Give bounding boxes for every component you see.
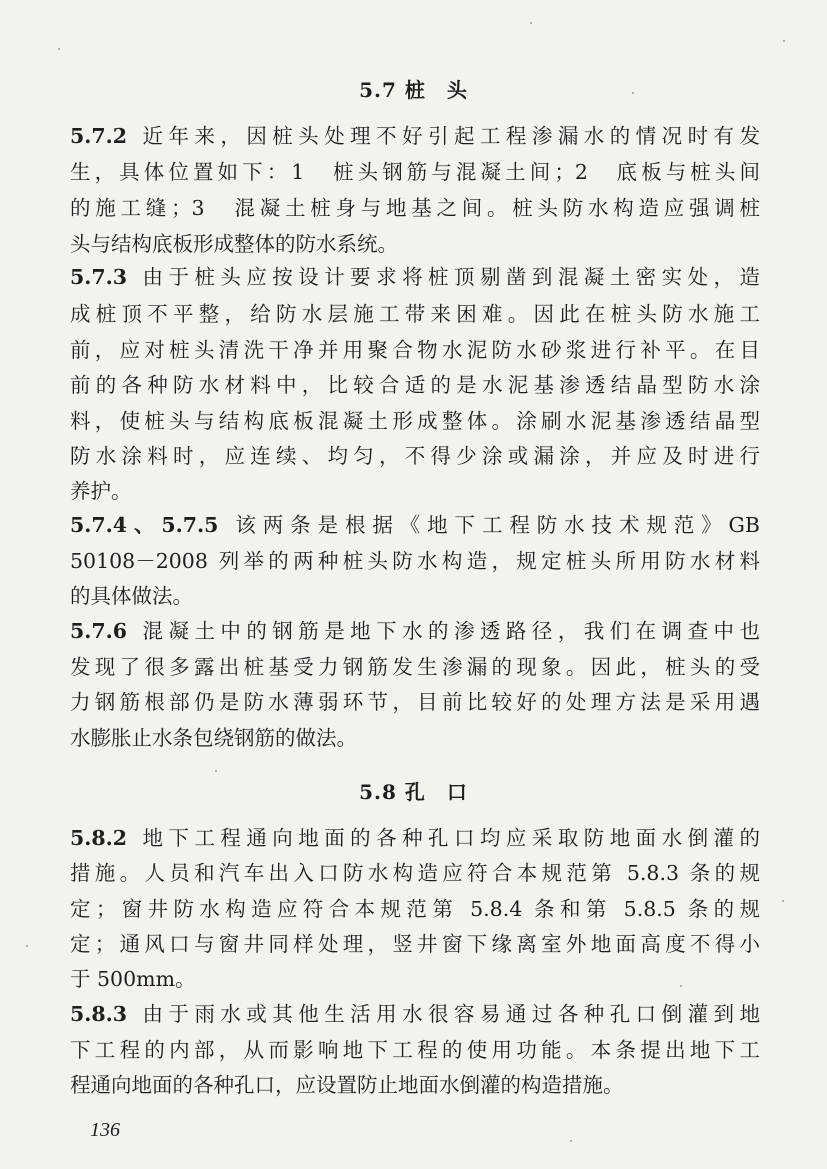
line-text: 由于雨水或其他生活用水很容易通过各种孔口倒灌到地 [137,1002,760,1026]
line-text: 近年来，因桩头处理不好引起工程渗漏水的情况时有发 [137,124,760,148]
paragraph-line: 于 500mm。 [70,967,196,991]
paragraph-line [70,826,760,850]
paragraph-line: 定；通风口与窗井同样处理，竖井窗下缘离室外地面高度不得小 [70,932,760,956]
paragraph-line: 措施。人员和汽车出入口防水构造应符合本规范第 5.8.3 条的规 [70,861,760,885]
paragraph-line: 生，具体位置如下：1 桩头钢筋与混凝土间；2 底板与桩头间 [70,160,760,184]
clause-number: 5.7.2 [70,124,128,148]
scan-speck [570,1140,572,1142]
line-text: 地下工程通向地面的各种孔口均应采取防地面水倒灌的 [137,826,760,850]
line-text: 由于桩头应按设计要求将桩顶剔凿到混凝土密实处，造 [137,265,760,289]
paragraph-line [70,265,760,289]
paragraph-line [70,124,760,148]
clause-number: 5.7.4、5.7.5 [70,513,219,537]
clause-number: 5.7.6 [70,619,128,643]
paragraph-line: 水膨胀止水条包绕钢筋的做法。 [70,726,357,750]
paragraph-line [70,513,760,537]
paragraph-line: 料，使桩头与结构底板混凝土形成整体。涂刷水泥基渗透结晶型 [70,409,760,433]
section-heading-5-7: 5.7 桩 头 [359,78,468,102]
clause-number: 5.8.3 [70,1002,128,1026]
paragraph-line: 的施工缝；3 混凝土桩身与地基之间。桩头防水构造应强调桩 [70,196,760,220]
paragraph-line: 力钢筋根部仍是防水薄弱环节，目前比较好的处理方法是采用遇 [70,690,760,714]
paragraph-line [70,1002,760,1026]
clause-number: 5.7.3 [70,265,128,289]
paragraph-line: 发现了很多露出桩基受力钢筋发生渗漏的现象。因此，桩头的受 [70,655,760,679]
scan-speck [782,900,784,902]
scan-speck [783,40,785,42]
paragraph-line: 下工程的内部，从而影响地下工程的使用功能。本条提出地下工 [70,1038,760,1062]
scan-speck [58,48,60,50]
scan-speck [26,945,28,947]
paragraph-line: 头与结构底板形成整体的防水系统。 [70,232,398,256]
paragraph-line: 的具体做法。 [70,584,193,608]
paragraph-line: 成桩顶不平整，给防水层施工带来困难。因此在桩头防水施工 [70,302,760,326]
scan-speck [215,770,217,772]
clause-number: 5.8.2 [70,826,128,850]
scan-speck [680,985,682,987]
section-heading-5-8: 5.8 孔 口 [359,780,468,804]
page-number: 136 [90,1119,120,1141]
paragraph-line: 养护。 [70,479,132,503]
line-text: 该两条是根据《地下工程防水技术规范》GB [228,513,760,537]
scan-speck [530,22,532,24]
paragraph-line: 前的各种防水材料中，比较合适的是水泥基渗透结晶型防水涂 [70,373,760,397]
paragraph-line: 前，应对桩头清洗干净并用聚合物水泥防水砂浆进行补平。在目 [70,338,760,362]
paragraph-line [70,619,760,643]
scan-speck [632,92,634,94]
line-text: 混凝土中的钢筋是地下水的渗透路径，我们在调查中也 [137,619,760,643]
paragraph-line: 防水涂料时，应连续、均匀，不得少涂或漏涂，并应及时进行 [70,444,760,468]
paragraph-line: 50108－2008 列举的两种桩头防水构造，规定桩头所用防水材料 [70,549,760,573]
paragraph-line: 程通向地面的各种孔口，应设置防止地面水倒灌的构造措施。 [70,1073,624,1097]
paragraph-line: 定；窗井防水构造应符合本规范第 5.8.4 条和第 5.8.5 条的规 [70,897,760,921]
